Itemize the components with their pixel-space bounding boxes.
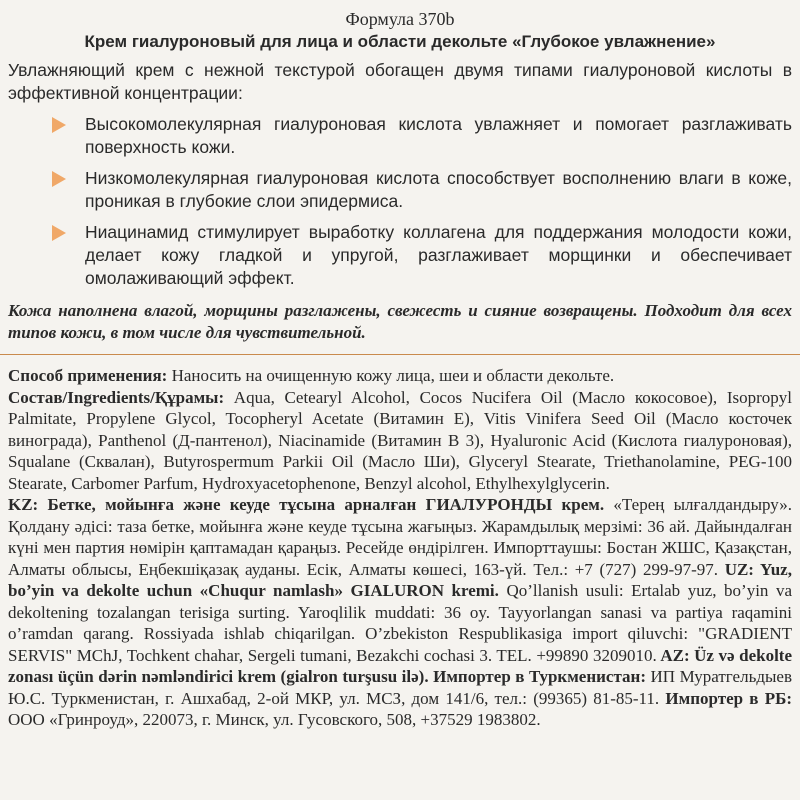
usage-text: Наносить на очищенную кожу лица, шеи и области декольте. bbox=[167, 366, 615, 385]
product-title: Крем гиалуроновый для лица и области декольте «Глубокое увлажнение» bbox=[84, 32, 716, 51]
bullet-text: Высокомолекулярная гиалуроновая кислота увлажняет и помогает разглаживать поверхность кожи. bbox=[85, 114, 792, 157]
list-item bbox=[8, 221, 792, 290]
usage-label: Способ применения: bbox=[8, 366, 168, 385]
bullet-text: Низкомолекулярная гиалуроновая кислота способствует восполнению влаги в коже, проникая в глубокие слои эпидермиса. bbox=[85, 168, 792, 211]
triangle-bullet-icon bbox=[52, 117, 66, 133]
triangle-bullet-icon bbox=[52, 225, 66, 241]
rb-label: Импортер в РБ: bbox=[659, 688, 792, 708]
multilang-paragraph bbox=[8, 494, 792, 731]
uz-text: Qo’llanish usuli: Ertalab yuz, bo’yin va dekoltening tozalangan terisiga surting. Yaroqlilik muddati: 36 oy. Tayyorlangan sanasi va partiya raqamini o’ramdan qarang. Rossiyada ishlab chiqarilgan. O’zbekiston Respublikasiga import qiluvchi: "GRADIENT SERVIS" MChJ, Tochkent chahar, Sergeli tumani, Bezakchi cochasi 3. TEL. +99890 3209010. bbox=[8, 581, 792, 665]
uz-label: UZ: Yuz, bo’yin va dekolte uchun «Chuqur namlash» GIALURON kremi. bbox=[8, 559, 792, 600]
ingredients-paragraph bbox=[8, 387, 792, 495]
product-label bbox=[8, 0, 792, 731]
intro-text: Увлажняющий крем с нежной текстурой обогащен двумя типами гиалуроновой кислоты в эффективной концентрации: bbox=[8, 60, 792, 103]
triangle-bullet-icon bbox=[52, 171, 66, 187]
tm-label: Импортер в Туркменистан: bbox=[428, 667, 646, 686]
list-item bbox=[8, 167, 792, 213]
usage-paragraph bbox=[8, 365, 792, 387]
rb-text: ООО «Гринроуд», 220073, г. Минск, ул. Гусовского, 508, +37529 1983802. bbox=[8, 710, 541, 729]
ingredients-label: Состав/Ingredients/Құрамы: bbox=[8, 387, 225, 407]
list-item bbox=[8, 113, 792, 159]
az-label: AZ: Üz və dekolte zonası üçün dərin nəmləndirici krem (gialron turşusu ilə). bbox=[8, 645, 792, 686]
tm-text: ИП Муратгельдыев Ю.С. Туркменистан, г. Ашхабад, 2-ой МКР, ул. МСЗ, дом 141/6, тел.: (99365) 81-85-11. bbox=[8, 667, 792, 708]
kz-label: KZ: Бетке, мойынға және кеуде тұсына арналған ГИАЛУРОНДЫ крем. bbox=[8, 495, 605, 514]
formula-code: Формула 370b bbox=[345, 9, 455, 29]
claim-text: Кожа наполнена влагой, морщины разглажены, свежесть и сияние возвращены. Подходит для всех типов кожи, в том числе для чувствительной. bbox=[8, 301, 792, 342]
section-divider bbox=[0, 354, 800, 355]
kz-text: «Терең ылғалдандыру». Қолдану әдісі: таза бетке, мойынға және кеуде тұсына жағыңыз. Жарамдылық мерзімі: 36 ай. Дайындалған күні мен партия нөмірін қаптамадан қараңыз. Ресейде өндірілген. Импорттаушы: Бостан ЖШС, Қазақстан, Алматы облысы, Еңбекшіқазақ ауданы. Есік, Алматы көшесі, 163-үй. Тел.: +7 (727) 299-97-97. bbox=[8, 495, 792, 579]
ingredients-text: Aqua, Cetearyl Alcohol, Cocos Nucifera Oil (Масло кокосовое), Isopropyl Palmitate, Propylene Glycol, Tocopheryl Acetate (Витамин Е), Vitis Vinifera Seed Oil (Масло косточек винограда), Panthenol (Д-пантенол), Niacinamide (Витамин В 3), Hyaluronic Acid (Кислота гиалуроновая), Squalane (Сквалан), Butyrospermum Parkii Oil (Масло Ши), Glyceryl Stearate, Triethanolamine, PEG-100 Stearate, Carbomer Parfum, Hydroxyacetophenone, Benzyl alcohol, Ethylhexylglycerin. bbox=[8, 387, 792, 493]
bullet-text: Ниацинамид стимулирует выработку коллагена для поддержания молодости кожи, делает кожу гладкой и упругой, разглаживает морщинки и обеспечивает омолаживающий эффект. bbox=[85, 222, 792, 288]
